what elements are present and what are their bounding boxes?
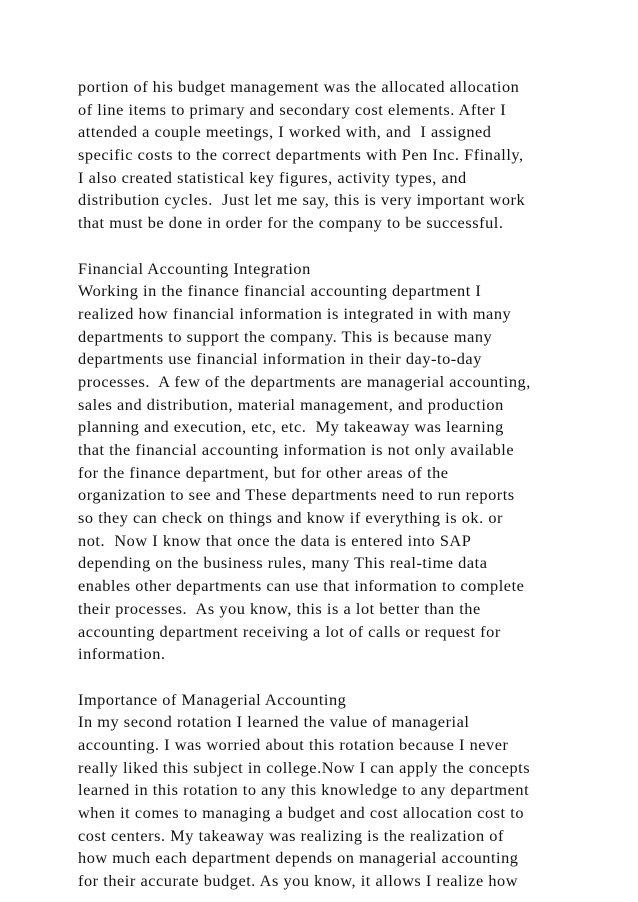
text-line: enables other departments can use that information to complete (78, 576, 525, 596)
text-line: for the finance department, but for other areas of the (78, 462, 449, 482)
text-line: so they can check on things and know if everything is ok. or (78, 508, 504, 528)
text-line: organization to see and These departments need to run reports (78, 485, 515, 505)
section-managerial-accounting (78, 689, 618, 893)
text-line: I also created statistical key figures, activity types, and (78, 167, 467, 187)
document-body (78, 76, 618, 893)
paragraph-intro (78, 76, 618, 235)
text-line: for their accurate budget. As you know, it allows I realize how (78, 871, 519, 891)
text-line: planning and execution, etc, etc. My takeaway was learning (78, 417, 504, 437)
text-line: departments use financial information in their day-to-day (78, 349, 482, 369)
section-heading: Financial Accounting Integration (78, 258, 311, 278)
text-line: attended a couple meetings, I worked with, and I assigned (78, 122, 492, 142)
text-line: specific costs to the correct departments with Pen Inc. Ffinally, (78, 145, 524, 165)
text-line: distribution cycles. Just let me say, this is very important work (78, 190, 526, 210)
text-line: their processes. As you know, this is a lot better than the (78, 598, 481, 618)
paragraph-gap (78, 235, 618, 258)
paragraph-gap (78, 666, 618, 689)
text-line: depending on the business rules, many This real-time data (78, 553, 488, 573)
text-line: that the financial accounting information is not only available (78, 440, 515, 459)
text-line: how much each department depends on managerial accounting (78, 848, 519, 868)
text-line: not. Now I know that once the data is entered into SAP (78, 530, 472, 550)
text-line: accounting department receiving a lot of calls or request for (78, 621, 501, 641)
text-line: cost centers. My takeaway was realizing is the realization of (78, 825, 504, 845)
text-line: departments to support the company. This is because many (78, 326, 493, 346)
text-line: portion of his budget management was the allocated allocation (78, 77, 520, 96)
text-line: realized how financial information is integrated in with many (78, 303, 512, 323)
section-financial-accounting (78, 258, 618, 666)
text-line: In my second rotation I learned the value of managerial (78, 712, 470, 732)
section-heading: Importance of Managerial Accounting (78, 689, 347, 709)
text-line: of line items to primary and secondary cost elements. After I (78, 99, 507, 119)
text-line: when it comes to managing a budget and cost allocation cost to (78, 803, 525, 822)
text-line: really liked this subject in college.Now I can apply the concepts (78, 757, 531, 777)
text-line: that must be done in order for the company to be successful. (78, 213, 504, 233)
text-line: processes. A few of the departments are managerial accounting, (78, 371, 531, 391)
text-line: information. (78, 644, 166, 664)
text-line: learned in this rotation to any this knowledge to any department (78, 780, 530, 800)
text-line: accounting. I was worried about this rotation because I never (78, 734, 509, 754)
text-line: Working in the finance financial accounting department I (78, 281, 482, 301)
text-line: sales and distribution, material management, and production (78, 394, 504, 414)
